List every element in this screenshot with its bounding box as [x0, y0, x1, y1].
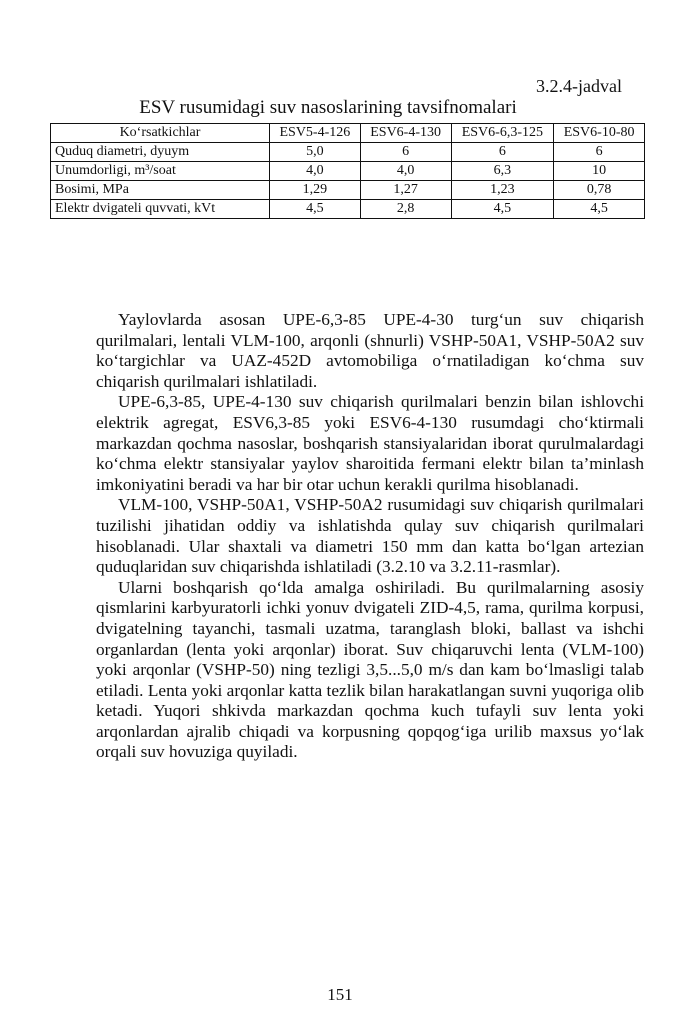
table-header-row: [51, 124, 645, 143]
header-column: ESV6-6,3-125: [451, 124, 554, 143]
row-label: Elektr dvigateli quvvati, kVt: [51, 200, 270, 219]
table-cell: 6: [554, 143, 645, 162]
header-column: ESV6-10-80: [554, 124, 645, 143]
table-cell: 2,8: [360, 200, 451, 219]
table-cell: 5,0: [270, 143, 361, 162]
table-row: [51, 181, 645, 200]
table-cell: 4,5: [554, 200, 645, 219]
table-cell: 1,23: [451, 181, 554, 200]
header-parameters: Ko‘rsatkichlar: [51, 124, 270, 143]
table-row: [51, 200, 645, 219]
row-label: Unumdorligi, m³/soat: [51, 162, 270, 181]
table-cell: 4,0: [360, 162, 451, 181]
specifications-table: [50, 123, 645, 219]
table-cell: 10: [554, 162, 645, 181]
paragraph: Yaylovlarda asosan UPE-6,3-85 UPE-4-30 turg‘un suv chiqarish qurilmalari, lentali VLM-100, arqonli (shnurli) VSHP-50A1, VSHP-50A2 suv ko‘targichlar va UAZ-452D avtomobiliga o‘rnatiladigan ko‘chma suv chiqarish qurilmalari ishlatiladi.: [96, 310, 644, 391]
paragraph: Ularni boshqarish qo‘lda amalga oshiriladi. Bu qurilmalarning asosiy qismlarini karbyuratorli ichki yonuv dvigateli ZID-4,5, rama, qurilma korpusi, dvigatelning tayanchi, tasmali uzatma, taranglash bloki, ballast va ishchi organlardan (lenta yoki arqonlar) iborat. Suv chiqaruvchi lenta (VLM-100) yoki arqonlar (VSHP-50) ning tezligi 3,5...5,0 m/s dan kam bo‘lmasligi talab etiladi. Lenta yoki arqonlar katta tezlik bilan harakatlangan suvni yuqoriga olib ketadi. Yuqori shkivda markazdan qochma kuch tufayli suv lenta yoki arqonlardan ajralib chiqadi va korpusning qopqog‘iga urilib maxsus yo‘lak orqali suv hovuziga quyiladi.: [96, 577, 644, 762]
table-cell: 4,0: [270, 162, 361, 181]
paragraph: UPE-6,3-85, UPE-4-130 suv chiqarish qurilmalari benzin bilan ishlovchi elektrik agregat, ESV6,3-85 yoki ESV6-4-130 rusumdagi cho‘ktirmali markazdan qochma nasoslar, boshqarish stansiyalaridan iborat qurulmalardagi ko‘chma elektr stansiyalar yaylov sharoitida fermani elektr bilan ta’minlash imkoniyatini beradi va har bir otar uchun kerakli qurilma hisoblanadi.: [96, 392, 644, 494]
header-column: ESV5-4-126: [270, 124, 361, 143]
table-cell: 0,78: [554, 181, 645, 200]
table-cell: 4,5: [270, 200, 361, 219]
body-text: [96, 310, 644, 763]
page-number: 151: [327, 985, 353, 1004]
table-cell: 6: [360, 143, 451, 162]
table-cell: 4,5: [451, 200, 554, 219]
table-cell: 6: [451, 143, 554, 162]
paragraph: VLM-100, VSHP-50A1, VSHP-50A2 rusumidagi suv chiqarish qurilmalari tuzilishi jihatidan oddiy va ishlatishda qulay suv chiqarish qurilmalari hisoblanadi. Ular shaxtali va diametri 150 mm dan katta bo‘lgan artezian quduqlaridan suv chiqarishda ishlatiladi (3.2.10 va 3.2.11-rasmlar).: [96, 495, 644, 577]
table-cell: 6,3: [451, 162, 554, 181]
table-title-text: ESV rusumidagi suv nasoslarining tavsifnomalari: [139, 97, 517, 118]
table-title: [0, 97, 680, 119]
row-label: Bosimi, MPa: [51, 181, 270, 200]
table-row: [51, 162, 645, 181]
table-row: [51, 143, 645, 162]
table-number: 3.2.4-jadval: [536, 76, 622, 96]
table-cell: 1,29: [270, 181, 361, 200]
table-cell: 1,27: [360, 181, 451, 200]
row-label: Quduq diametri, dyuym: [51, 143, 270, 162]
header-column: ESV6-4-130: [360, 124, 451, 143]
